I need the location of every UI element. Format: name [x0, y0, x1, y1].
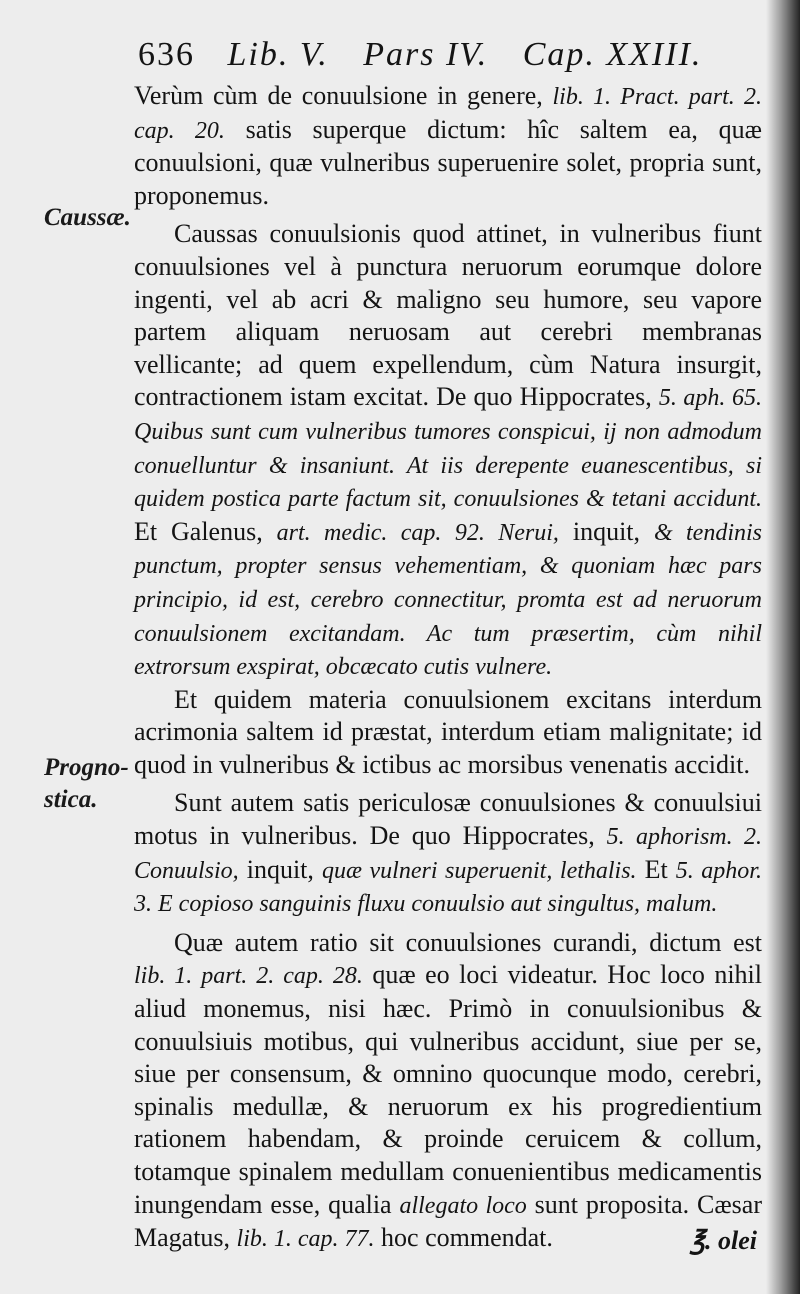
reference: lib. 1. part. 2. cap. 28.	[134, 963, 363, 990]
paragraph-matter	[134, 684, 762, 782]
text: Verùm cùm de conuulsione in genere,	[134, 81, 553, 110]
paragraph-prognosis	[134, 787, 762, 920]
quotation: & tendinis punctum, propter sensus vehementiam, & quoniam hæc pars principio, id est, cerebro connectitur, promta est ad neruorum conuulsionem excitandam. Ac tum præsertim, cùm nihil extrorsum exspirat, obcæcato cutis vulnere.	[134, 519, 763, 681]
quotation: Quibus sunt cum vulneribus tumores conspicui, ij non admodum conuelluntur & insaniunt. At iis derepente euanescentibus, si quidem postica parte factum sit, conuulsiones & tetani accidunt.	[134, 418, 762, 513]
quotation: E copioso sanguinis fluxu conuulsio aut singultus, malum.	[152, 891, 718, 918]
quotation: quæ vulneri superuenit, lethalis.	[321, 857, 637, 884]
text: satis superque dictum: hîc saltem ea, quæ conuulsioni, quæ vulneribus superuenire solet, propria sunt, proponemus.	[134, 114, 762, 210]
reference: art. medic. cap. 92.	[276, 519, 485, 546]
running-header	[138, 36, 738, 82]
reference: 5. aphorism. 2.	[606, 824, 762, 851]
text: inquit,	[238, 854, 322, 884]
reference: 5. aphor. 3.	[134, 857, 762, 918]
reference: allegato loco	[399, 1192, 527, 1219]
reference: 5. aph. 65.	[658, 385, 762, 412]
header-chapter: Cap. XXIII.	[522, 36, 703, 73]
paragraph-causes	[134, 218, 762, 683]
text: Quæ autem ratio sit conuulsiones curandi, dictum est	[174, 927, 762, 957]
text: Et	[636, 854, 676, 884]
page-number: 636	[138, 36, 195, 73]
header-part: Pars IV.	[363, 36, 489, 73]
text: Et quidem materia conuulsionem excitans interdum acrimonia saltem id præstat, interdum etiam malignitate; id quod in vulneribus & ictibus ac morsibus venenatis accidit.	[134, 684, 762, 779]
quotation: Conuulsio,	[134, 857, 239, 884]
text: inquit,	[558, 516, 654, 546]
text: Caussas conuulsionis quod attinet, in vulneribus fiunt conuulsiones vel à punctura neruorum eorumque dolore ingenti, vel ab acri & maligno seu humore, seu vapore partem aliquam neruosam aut cerebri membranas vellicante; ad quem expellendum, cùm Natura insurgit, contractionem istam excitat. De quo Hippocrates,	[134, 219, 762, 412]
quotation: Nerui,	[484, 519, 559, 546]
catchword: ℥. olei	[690, 1226, 758, 1255]
paragraph-cure	[134, 927, 762, 1256]
text: Sunt autem satis periculosæ conuulsiones & conuulsiui motus in vulneribus. De quo Hippocrates,	[134, 788, 762, 851]
text: quæ eo loci videatur. Hoc loco nihil aliud monemus, nisi hæc. Primò in conuulsionibus & conuulsiuis motibus, qui vulneribus accidunt, siue per se, siue per consensum, & omnino quocunque modo, cerebri, spinalis medullæ, & neruorum ex his progredientium rationem habendam, & proinde ceruicem & collum, totamque spinalem medullam conuenientibus medicamentis inungendam esse, qualia	[134, 960, 762, 1219]
text-body	[134, 80, 762, 1256]
margin-note-prognostica-1: Progno-	[44, 754, 129, 781]
binding-edge-shadow	[766, 0, 800, 1294]
text: hoc commendat.	[374, 1223, 553, 1253]
reference: lib. 1. cap. 77.	[236, 1226, 375, 1253]
paragraph-intro	[134, 80, 762, 212]
header-book: Lib. V.	[227, 36, 329, 73]
margin-note-caussae: Caussæ.	[44, 204, 131, 231]
text: Et Galenus,	[134, 516, 277, 546]
reference: lib. 1. Pract. part. 2. cap. 20.	[134, 84, 762, 144]
text: sunt proposita. Cæsar Magatus,	[134, 1189, 763, 1253]
margin-note-prognostica-2: stica.	[44, 786, 98, 813]
